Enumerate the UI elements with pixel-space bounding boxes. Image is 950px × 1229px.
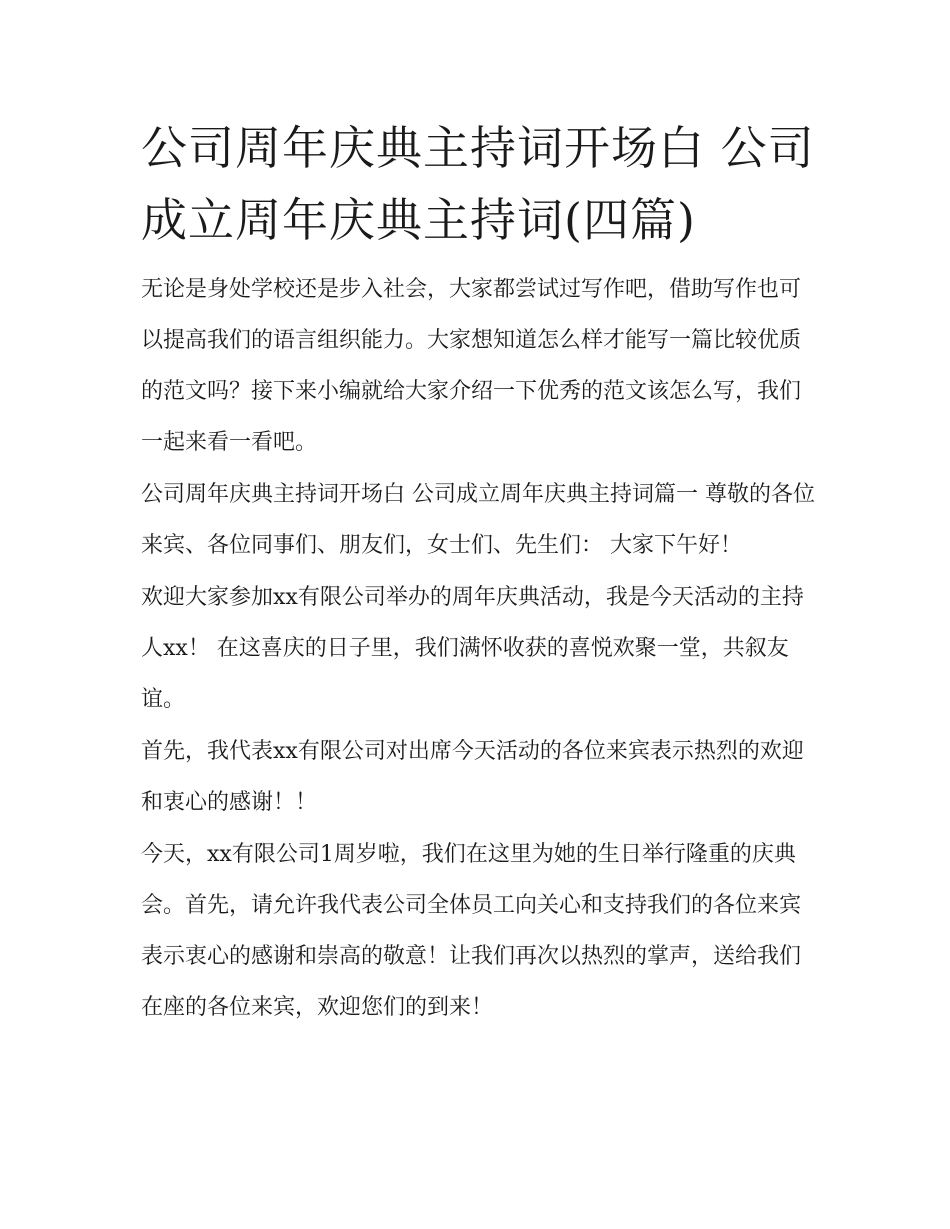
document-body: [141, 112, 821, 1034]
paragraph-greeting: 公司周年庆典主持词开场白 公司成立周年庆典主持词篇一 尊敬的各位来宾、各位同事们、朋友们，女士们、先生们： 大家下午好！: [141, 482, 815, 558]
document-title: 公司周年庆典主持词开场白 公司成立周年庆典主持词(四篇): [141, 121, 815, 247]
paragraph-intro: 无论是身处学校还是步入社会，大家都尝试过写作吧，借助写作也可以提高我们的语言组织能力。大家想知道怎么样才能写一篇比较优质的范文吗？接下来小编就给大家介绍一下优秀的范文该怎么写，我们一起来看一看吧。: [141, 277, 802, 455]
paragraph-welcome: 欢迎大家参加xx有限公司举办的周年庆典活动，我是今天活动的主持人xx！ 在这喜庆的日子里，我们满怀收获的喜悦欢聚一堂，共叙友谊。: [141, 585, 804, 712]
paragraph-anniversary: 今天，xx有限公司1周岁啦，我们在这里为她的生日举行隆重的庆典会。首先，请允许我代表公司全体员工向关心和支持我们的各位来宾表示衷心的感谢和崇高的敬意！让我们再次以热烈的掌声，送给我们在座的各位来宾，欢迎您们的到来！: [141, 842, 802, 1020]
paragraph-thanks: 首先，我代表xx有限公司对出席今天活动的各位来宾表示热烈的欢迎和衷心的感谢！！: [141, 739, 804, 815]
